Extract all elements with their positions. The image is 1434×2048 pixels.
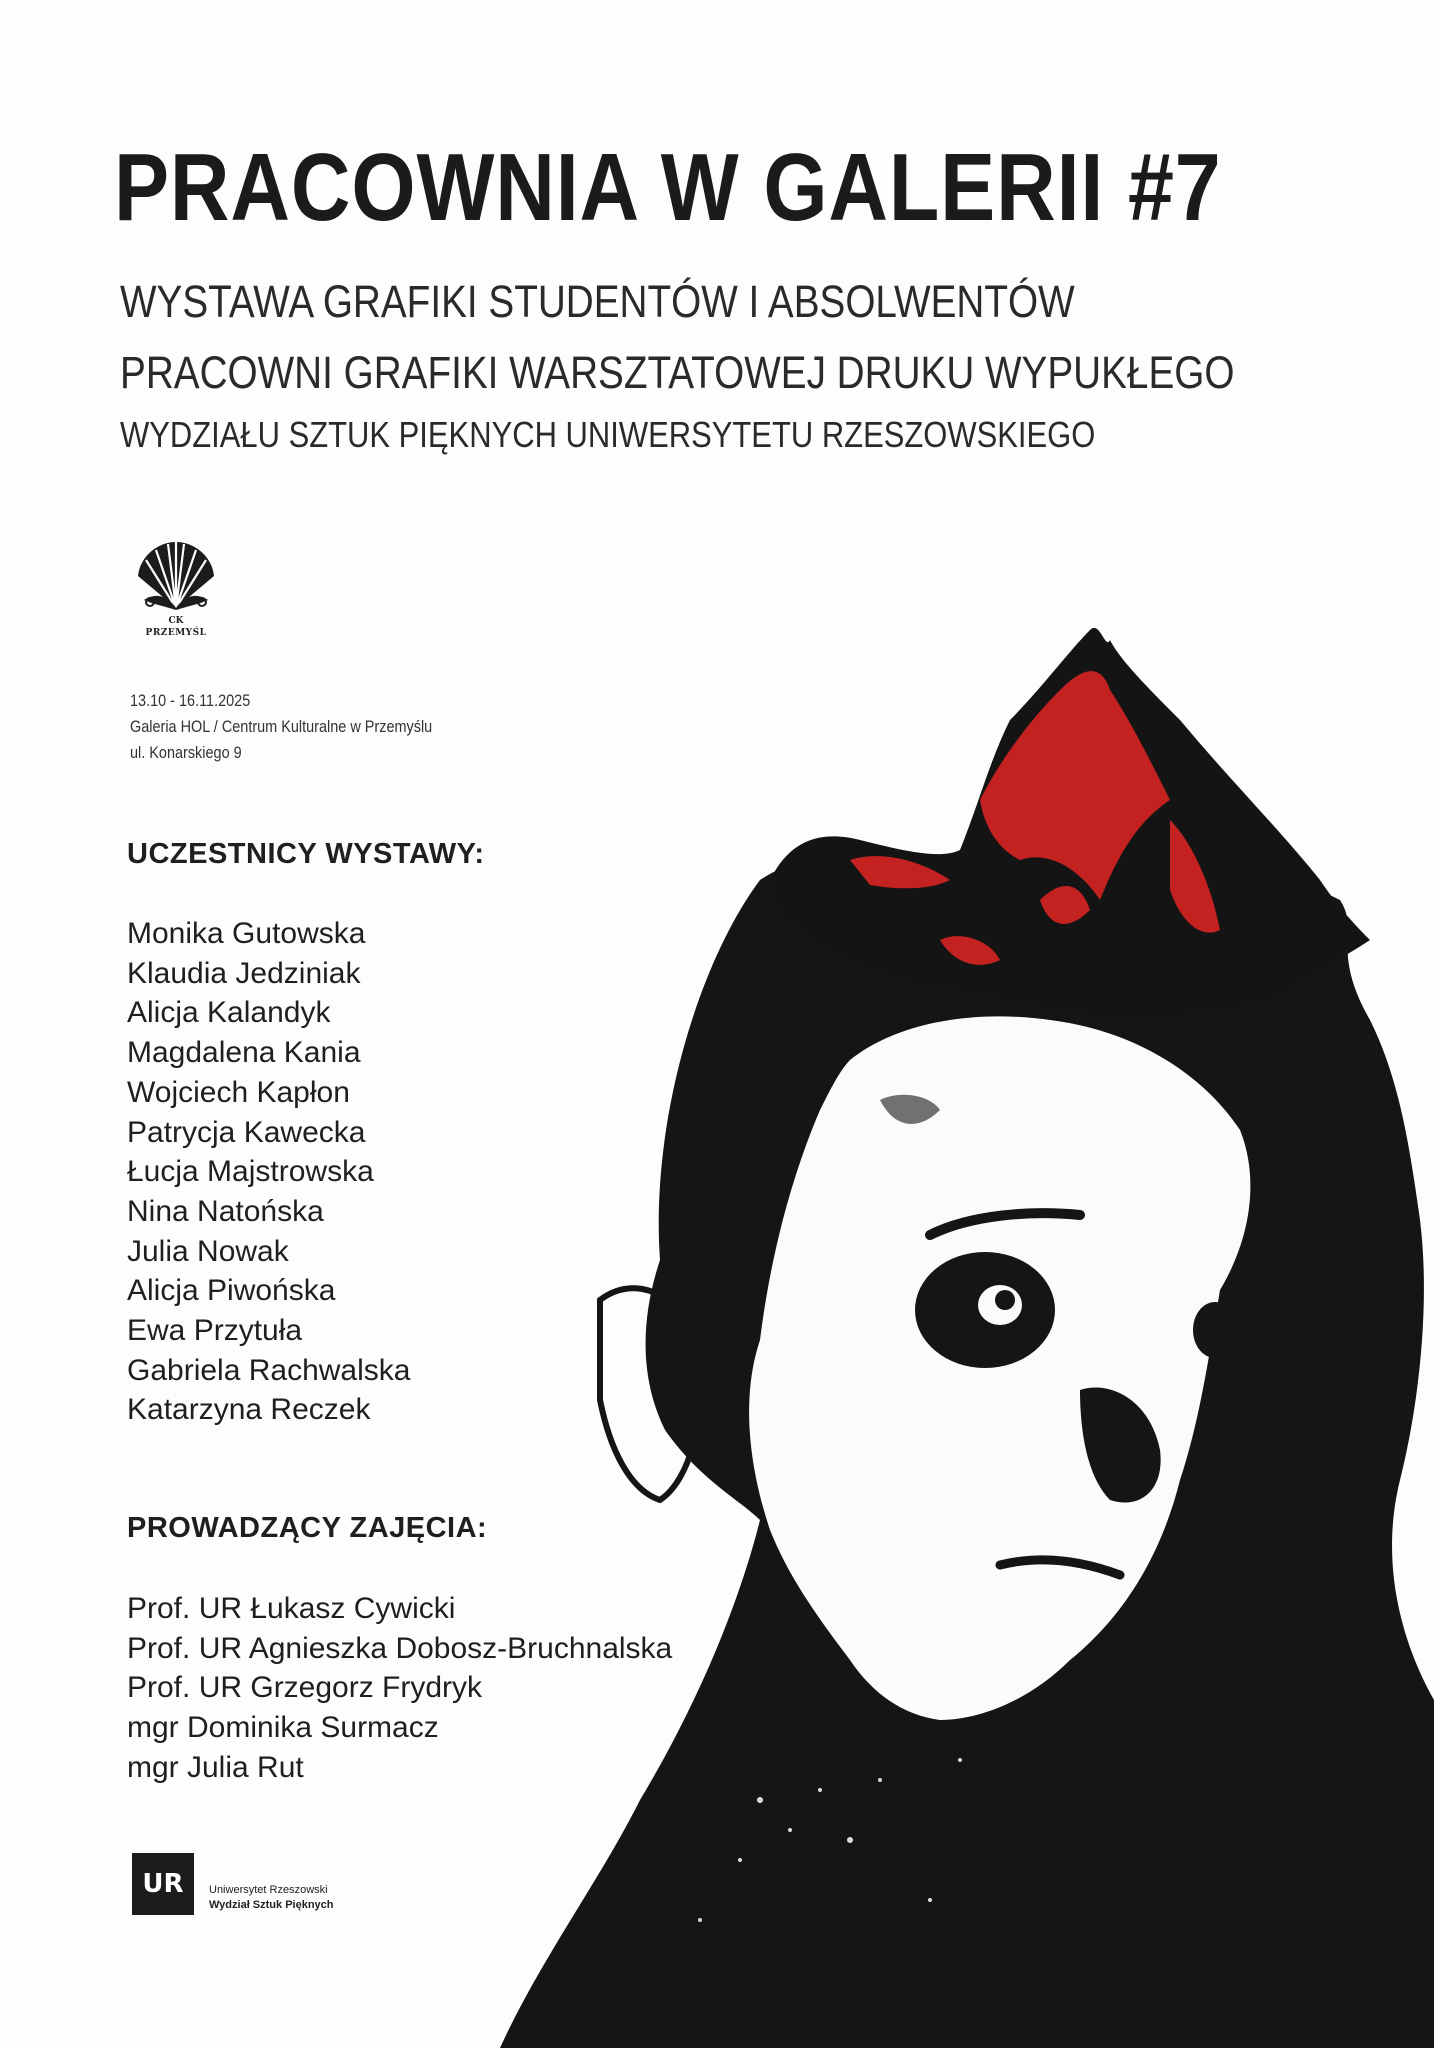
- teachers-heading: PROWADZĄCY ZAJĘCIA:: [127, 1512, 488, 1544]
- list-item: Prof. UR Grzegorz Frydryk: [127, 1671, 483, 1705]
- university-name: [209, 1883, 334, 1913]
- subtitle-line-3: WYDZIAŁU SZTUK PIĘKNYCH UNIWERSYTETU RZESZOWSKIEGO: [120, 414, 1096, 455]
- event-info: [130, 688, 432, 766]
- ck-logo-line-1: CK: [168, 616, 184, 626]
- university-line-1: Uniwersytet Rzeszowski: [209, 1884, 328, 1896]
- subtitle-line-1: WYSTAWA GRAFIKI STUDENTÓW I ABSOLWENTÓW: [120, 276, 1075, 327]
- list-item: Prof. UR Agnieszka Dobosz-Bruchnalska: [127, 1631, 673, 1665]
- list-item: Katarzyna Reczek: [127, 1393, 371, 1427]
- list-item: Gabriela Rachwalska: [127, 1353, 411, 1387]
- event-dates: 13.10 - 16.11.2025: [130, 691, 251, 710]
- ck-przemysl-logo: [128, 536, 224, 644]
- list-item: Wojciech Kapłon: [127, 1075, 350, 1109]
- ck-logo-line-2: PRZEMYŚL: [145, 628, 207, 638]
- participants-list: [127, 914, 410, 1430]
- list-item: Klaudia Jedziniak: [127, 956, 361, 990]
- list-item: Ewa Przytuła: [127, 1314, 303, 1348]
- subtitle-line-2: PRACOWNI GRAFIKI WARSZTATOWEJ DRUKU WYPUKŁEGO: [120, 347, 1235, 398]
- list-item: Alicja Kalandyk: [127, 996, 331, 1030]
- university-line-2: Wydział Sztuk Pięknych: [209, 1899, 334, 1911]
- list-item: Magdalena Kania: [127, 1036, 361, 1070]
- poster-title: PRACOWNIA W GALERII #7: [114, 134, 1222, 241]
- list-item: Patrycja Kawecka: [127, 1115, 366, 1149]
- shell-icon: [128, 536, 224, 616]
- list-item: mgr Dominika Surmacz: [127, 1711, 439, 1745]
- event-venue: Galeria HOL / Centrum Kulturalne w Przemyślu: [130, 717, 433, 736]
- event-address: ul. Konarskiego 9: [130, 743, 242, 762]
- teachers-list: [127, 1589, 672, 1788]
- list-item: Monika Gutowska: [127, 917, 366, 950]
- university-logo: UR: [132, 1853, 194, 1915]
- list-item: Alicja Piwońska: [127, 1274, 336, 1308]
- list-item: mgr Julia Rut: [127, 1750, 304, 1784]
- list-item: Julia Nowak: [127, 1234, 289, 1268]
- list-item: Łucja Majstrowska: [127, 1155, 374, 1189]
- participants-heading: UCZESTNICY WYSTAWY:: [127, 838, 485, 870]
- list-item: Nina Natońska: [127, 1194, 324, 1228]
- list-item: Prof. UR Łukasz Cywicki: [127, 1592, 456, 1625]
